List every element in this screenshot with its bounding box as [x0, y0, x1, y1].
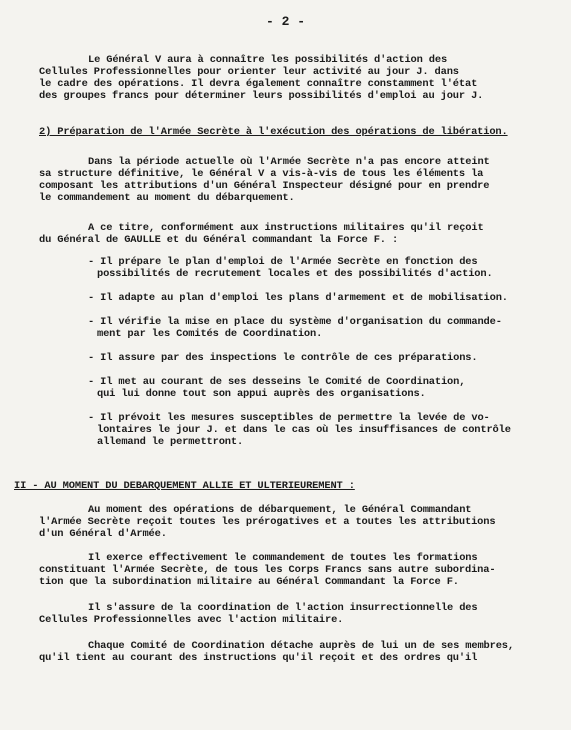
- text-line: le cadre des opérations. Il devra également connaître constamment l'état: [39, 78, 478, 90]
- text-line: composant les attributions d'un Général Inspecteur désigné pour en prendre: [39, 180, 490, 192]
- page-number: - 2 -: [265, 14, 305, 29]
- text-line: sa structure définitive, le Général V a vis-à-vis de tous les éléments la: [39, 168, 484, 180]
- text-line: allemand le permettront.: [97, 436, 244, 448]
- text-line: Il s'assure de la coordination de l'action insurrectionnelle des: [88, 602, 478, 614]
- text-line: possibilités de recrutement locales et des possibilités d'action.: [97, 268, 493, 280]
- text-line: A ce titre, conformément aux instructions militaires qu'il reçoit: [88, 222, 484, 234]
- text-line: Il exerce effectivement le commandement de toutes les formations: [88, 552, 478, 564]
- text-line: des groupes francs pour déterminer leurs possibilités d'emploi au jour J.: [39, 90, 484, 102]
- part-heading: II - AU MOMENT DU DEBARQUEMENT ALLIE ET ULTERIEUREMENT :: [14, 480, 355, 492]
- text-line: - Il assure par des inspections le contrôle de ces préparations.: [88, 352, 478, 364]
- text-line: Cellules Professionnelles avec l'action militaire.: [39, 614, 344, 626]
- text-line: - Il met au courant de ses desseins le Comité de Coordination,: [88, 376, 466, 388]
- text-line: Dans la période actuelle où l'Armée Secrète n'a pas encore atteint: [88, 156, 490, 168]
- section-heading: 2) Préparation de l'Armée Secrète à l'exécution des opérations de libération.: [39, 126, 508, 138]
- text-line: l'Armée Secrète reçoit toutes les prérogatives et a toutes les attributions: [39, 516, 496, 528]
- text-line: - Il prépare le plan d'emploi de l'Armée Secrète en fonction des: [88, 256, 478, 268]
- text-line: Chaque Comité de Coordination détache auprès de lui un de ses membres,: [88, 640, 514, 652]
- text-line: qu'il tient au courant des instructions qu'il reçoit et des ordres qu'il: [39, 652, 478, 664]
- text-line: - Il adapte au plan d'emploi les plans d'armement et de mobilisation.: [88, 292, 508, 304]
- text-line: tion que la subordination militaire au Général Commandant la Force F.: [39, 576, 459, 588]
- text-line: - Il vérifie la mise en place du système d'organisation du commande-: [88, 316, 502, 328]
- text-line: Au moment des opérations de débarquement, le Général Commandant: [88, 504, 472, 516]
- text-line: lontaires le jour J. et dans le cas où les insuffisances de contrôle: [97, 424, 511, 436]
- text-line: ment par les Comités de Coordination.: [97, 328, 323, 340]
- text-line: d'un Général d'Armée.: [39, 528, 167, 540]
- text-line: le commandement au moment du débarquement.: [39, 192, 295, 204]
- text-line: qui lui donne tout son appui auprès des organisations.: [97, 388, 426, 400]
- text-line: Le Général V aura à connaître les possibilités d'action des: [88, 54, 448, 66]
- text-line: - Il prévoit les mesures susceptibles de permettre la levée de vo-: [88, 412, 490, 424]
- text-line: du Général de GAULLE et du Général commandant la Force F. :: [39, 234, 399, 246]
- text-line: constituant l'Armée Secrète, de tous les Corps Francs sans autre subordina-: [39, 564, 496, 576]
- text-line: Cellules Professionnelles pour orienter leur activité au jour J. dans: [39, 66, 459, 78]
